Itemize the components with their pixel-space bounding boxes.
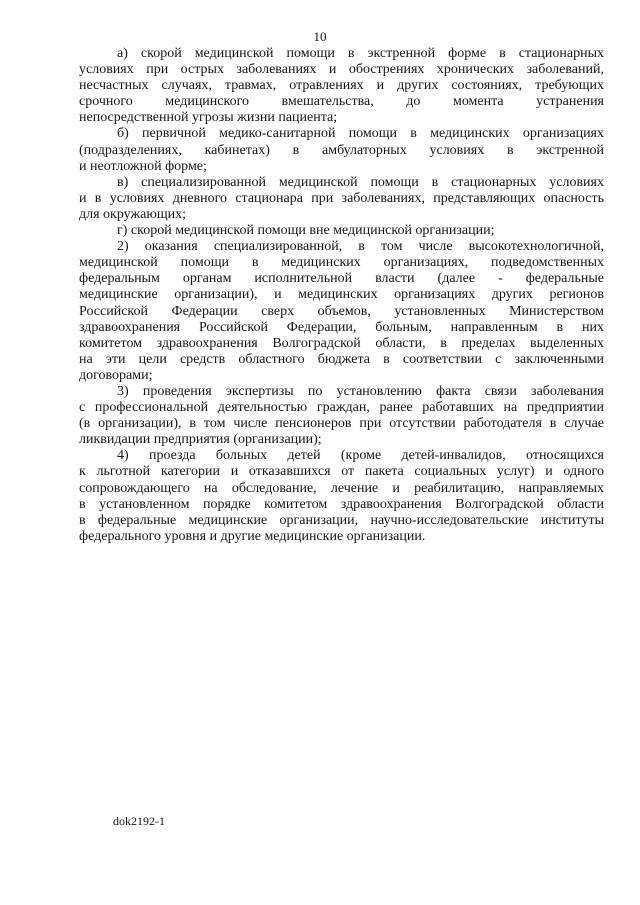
text-line: и неотложной форме; [79,158,207,174]
document-body [79,46,604,545]
text-line: г) скорой медицинской помощи вне медицинской организации; [117,223,495,239]
text-line: (подразделениях, кабинетах) в амбулаторных условиях в экстренной [79,142,604,158]
text-line: к льготной категории и отказавшихся от пакета социальных услуг) и одного [79,464,604,480]
text-line: на эти цели средств областного бюджета в соответствии с заключенными [79,351,604,367]
text-line: медицинской помощи в медицинских организациях, подведомственных [79,255,604,271]
text-line: сопровождающего на обследование, лечение и реабилитацию, направляемых [79,480,604,496]
text-line: 3) проведения экспертизы по установлению факта связи заболевания [117,383,604,399]
text-line: в установленном порядке комитетом здравоохранения Волгоградской области [79,496,604,512]
paragraph-4 [79,448,604,545]
text-line: ликвидации предприятия (организации); [79,432,322,448]
text-line: медицинские организации), и медицинских организациях других регионов [79,287,604,303]
text-line: в федеральные медицинские организации, научно-исследовательские институты [79,512,604,528]
text-line: (в организации), в том числе пенсионеров при отсутствии работодателя в случае [79,416,604,432]
text-line: в) специализированной медицинской помощи в стационарных условиях [117,174,604,190]
paragraph-a [79,46,604,126]
paragraph-b [79,126,604,174]
text-line: 4) проезда больных детей (кроме детей-инвалидов, относящихся [117,448,604,464]
paragraph-v [79,175,604,223]
paragraph-g [79,223,604,239]
text-line: комитетом здравоохранения Волгоградской области, в пределах выделенных [79,335,604,351]
text-line: б) первичной медико-санитарной помощи в медицинских организациях [117,126,604,142]
text-line: несчастных случаях, травмах, отравлениях и других состояниях, требующих [79,78,604,94]
text-line: условиях при острых заболеваниях и обострениях хронических заболеваний, [79,62,604,78]
text-line: для окружающих; [79,206,186,222]
paragraph-2 [79,239,604,384]
text-line: непосредственной угрозы жизни пациента; [79,110,338,126]
text-line: Российской Федерации сверх объемов, установленных Министерством [79,303,604,319]
paragraph-3 [79,384,604,448]
text-line: 2) оказания специализированной, в том числе высокотехнологичной, [117,239,604,255]
text-line: федерального уровня и другие медицинские организации. [79,528,426,544]
text-line: федеральным органам исполнительной власти (далее - федеральные [79,271,604,287]
text-line: а) скорой медицинской помощи в экстренной форме в стационарных [117,46,604,61]
document-code: dok2192-1 [113,814,165,828]
text-line: с профессиональной деятельностью граждан, ранее работавших на предприятии [79,400,604,416]
text-line: договорами; [79,367,153,383]
text-line: и в условиях дневного стационара при заболеваниях, представляющих опасность [79,190,604,206]
text-line: срочного медицинского вмешательства, до момента устранения [79,94,604,110]
page-number: 10 [313,29,327,44]
text-line: здравоохранения Российской Федерации, больным, направленным в них [79,319,604,335]
